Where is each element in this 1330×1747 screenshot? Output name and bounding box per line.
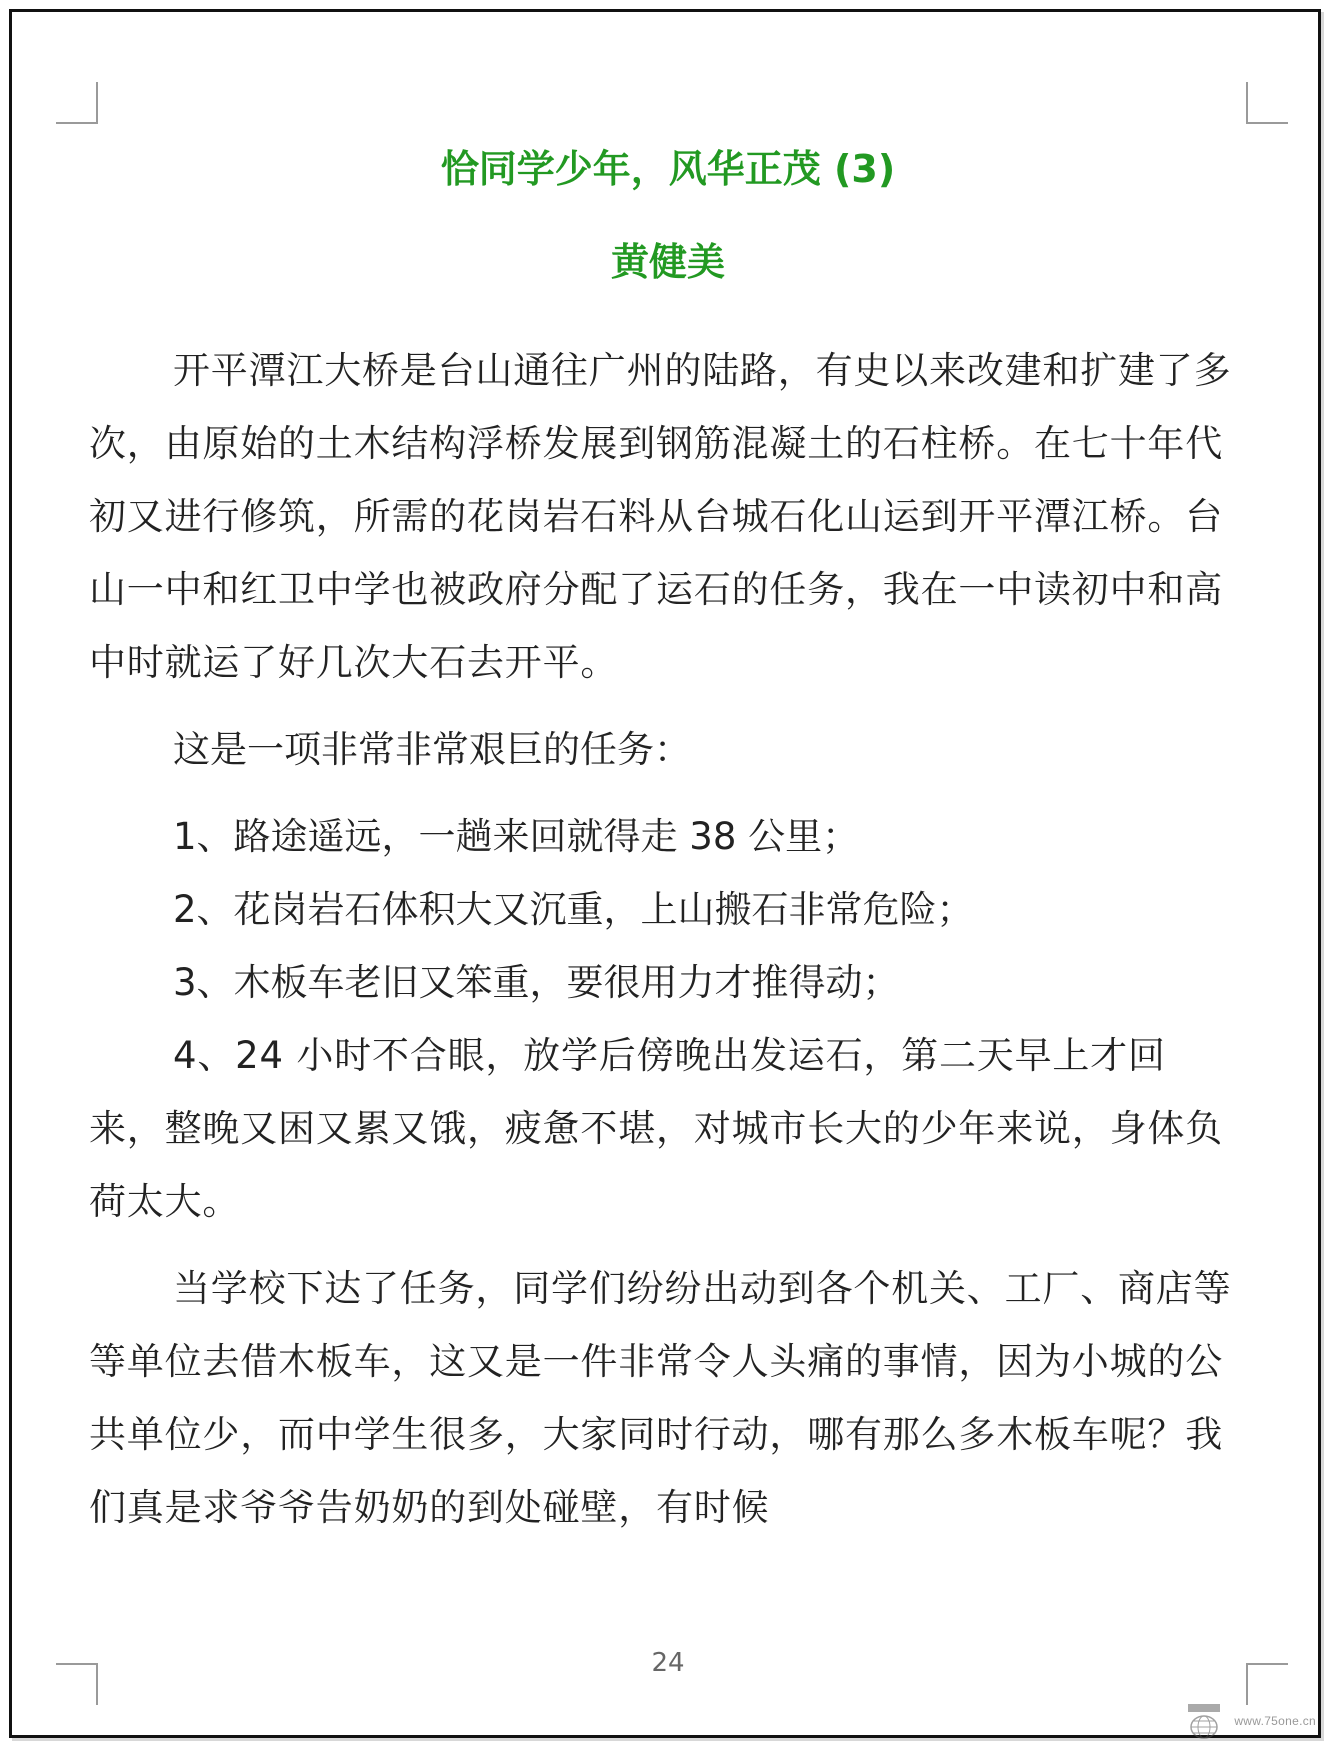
paragraph-1: 开平潭江大桥是台山通往广州的陆路，有史以来改建和扩建了多次，由原始的土木结构浮桥发展到钢筋混凝土的石柱桥。在七十年代初又进行修筑，所需的花岗岩石料从台城石化山运到开平潭江桥。台山一中和红卫中学也被政府分配了运石的任务，我在一中读初中和高中时就运了好几次大石去开平。 (89, 349, 1232, 684)
paragraph-3: 当学校下达了任务，同学们纷纷出动到各个机关、工厂、商店等等单位去借木板车，这又是一件非常令人头痛的事情，因为小城的公共单位少，而中学生很多，大家同时行动，哪有那么多木板车呢？我们真是求爷爷告奶奶的到处碰壁，有时候 (89, 1267, 1232, 1529)
crop-mark-top-right (1246, 82, 1288, 124)
document-page (9, 9, 1321, 1738)
list-item-4: 4、24 小时不合眼，放学后傍晚出发运石，第二天早上才回来，整晚又困又累又饿，疲惫不堪，对城市长大的少年来说，身体负荷太大。 (89, 1034, 1223, 1223)
globe-logo-icon (1180, 1701, 1228, 1741)
author-name: 黄健美 (610, 240, 725, 284)
crop-mark-top-left (56, 82, 98, 124)
list-item-3: 3、木板车老旧又笨重，要很用力才推得动； (173, 961, 900, 1004)
article-body (89, 334, 1234, 1544)
list-item-1: 1、路途遥远，一趟来回就得走 38 公里； (173, 815, 860, 858)
watermark (1180, 1701, 1316, 1741)
list-item-2: 2、花岗岩石体积大又沉重，上山搬石非常危险； (173, 888, 974, 931)
paragraph-2: 这是一项非常非常艰巨的任务： (173, 728, 691, 771)
watermark-text: www.75one.cn (1234, 1714, 1316, 1728)
page-number: 24 (651, 1648, 685, 1678)
page-title: 恰同学少年，风华正茂 (3) (440, 147, 896, 191)
